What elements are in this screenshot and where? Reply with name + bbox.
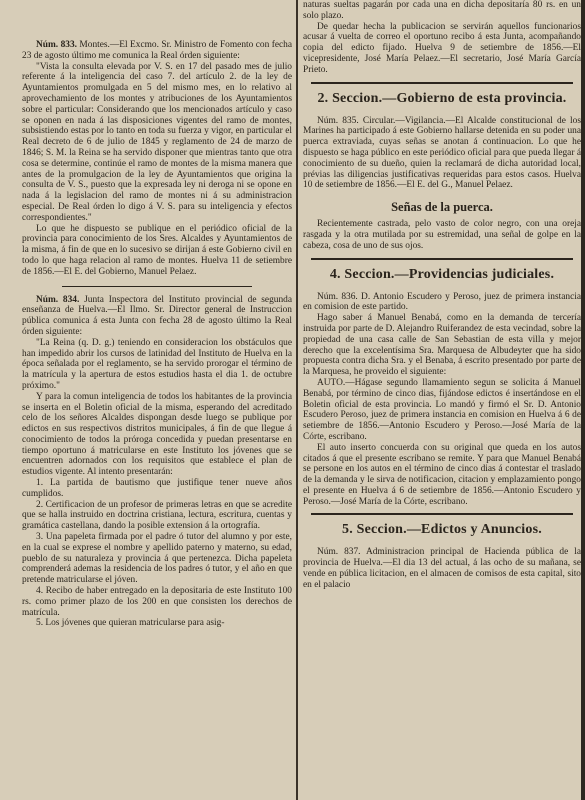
column-divider: [296, 0, 298, 800]
right-column: [303, 0, 581, 800]
pig-description: Recientemente castrada, pelo vasto de color negro, con una oreja rasgada y la otra mutilada por su estremidad, una señal de golpe en la cabeza, cosa de uno de sus ojos.: [303, 219, 581, 251]
item-836-p2: Hago saber á Manuel Benabá, como en la demanda de tercería instruida por parte de D. Alejandro Ruiferandez de esta vecindad, sobre la propiedad de una casa calle de San Sebastian de esta villa y mejor derecho que la excelentísima Sra. Marquesa de Albudeyter que ha sido propuesta contra dicha Sra. y el Benaba, á escrito presentado por parte de la Marquesa, he proveido el siguiente:: [303, 313, 581, 378]
item-834-req1: 1. La partida de bautismo que justifique tener nueve años cumplidos.: [22, 478, 292, 499]
item-834-p1: Núm. 834. Junta Inspectora del Instituto provincial de segunda enseñanza de Huelva.—El Ilmo. Sr. Director general de Instruccion pública comunica á esta Junta con fecha 28 de agosto último la Real órden siguiente:: [22, 294, 292, 337]
junta-note: De quedar hecha la publicacion se servirán aquellos funcionarios acusar á vuelta de correo el oportuno recibo á esta Junta, acompañando copia del edicto fijado. Huelva 9 de setiembre de 1856.—El vicepresidente, José María Pelaez.—El secretario, José María García Prieto.: [303, 21, 581, 75]
item-834-req4: 4. Recibo de haber entregado en la depositaria de este Instituto 100 rs. como primer plazo de los 200 en que consisten los derechos de matrícula.: [22, 586, 292, 618]
page-edge-shadow: [581, 0, 585, 800]
item-833-p2: "Vista la consulta elevada por V. S. en 17 del pasado mes de julio referente á la inteligencia del caso 7. del artículo 2. de la ley de Ayuntamientos promulgada en 5 del mismo mes, en lo relativo al aprovechamiento de los montes y atribuciones de los Ayuntamientos sobre el particular: Considerando que los mencionados artículo y caso se oponen en nada á las disposiciones vigentes del ramo de montes, subsistiendo estas por lo tanto en toda su fuerza y vigor, en particular el Real decreto de 6 de julio de 1845 y reglamento de 24 de marzo de 1846; S. M. la Reina se ha servido disponer que mientras tanto que otra cosa se determine, continúe el ramo de montes de la misma manera que antes de la promulgacion de la ley de Ayuntamientos que origina la consulta de V. S., puesto que la expresada ley ni deroga ni se opone en nada á la legislacion del ramo de montes ni á su administracion especial. De Real órden lo digo á V. S. para su inteligencia y efectos correspondientes.": [22, 61, 292, 223]
item-833-p3: Lo que he dispuesto se publique en el periódico oficial de la provincia para conocimiento de los Sres. Alcaldes y Ayuntamientos de la misma, á fin de que en lo sucesivo se dirijan á este Gobierno civil en todo lo que haga relacion al ramo de montes. Huelva 11 de setiembre de 1856.—El E. del Gobierno, Manuel Pelaez.: [22, 223, 292, 277]
item-836-p3: AUTO.—Hágase segundo llamamiento segun se solicita á Manuel Benabá, por término de cinco dias, fijándose edictos é insertándose en el Boletin oficial de esta provincia. Lo mandó y firmó el Sr. D. Antonio Escudero Peroso, juez de primera instancia en comision en Huelva á 6 de setiembre de 1856.—Antonio Escudero y Peroso.—José María de la Córte, escribano.: [303, 377, 581, 442]
item-833: [22, 40, 292, 278]
item-833-p1: Núm. 833. Montes.—El Excmo. Sr. Ministro de Fomento con fecha 23 de agosto último me comunica la Real órden siguiente:: [22, 40, 292, 61]
separator-rule: [62, 286, 252, 287]
subhead-senas: Señas de la puerca.: [391, 200, 493, 215]
item-836-p4: El auto inserto concuerda con su original que queda en los autos citados á que el presente escribano se remite. Y para que Manuel Benabá se persone en los autos en el término de cinco dias á contestar el traslado de la demanda y le sirva de notificacion, citacion y emplazamiento pongo el presente en Huelva á 6 de setiembre de 1856.—Antonio Escudero y Peroso.—José María de la Córte, escribano.: [303, 442, 581, 507]
section-2-title: 2. Seccion.—Gobierno de esta provincia.: [317, 90, 567, 106]
item-835: Núm. 835. Circular.—Vigilancia.—El Alcalde constitucional de los Marines ha participado á este Gobierno hallarse detenida en su poder una puerca extraviada, cuyas señas se anotan á continuacion. Lo que he dispuesto se haga público en este periódico oficial para que pueda llegar á conocimiento de su dueño, quien la reclamará de dicha autoridad local, prévias las diligencias justificativas requeridas para estos casos. Huelva 10 de setiembre de 1856.—El E. del G., Manuel Pelaez.: [303, 115, 581, 191]
section-rule: [311, 513, 573, 515]
item-834-req2: 2. Certificacion de un profesor de primeras letras en que se acredite que se halla instruido en doctrina cristiana, lectura, escritura, cuentas y gramática castellana, dando la posible extension á la ortografía.: [22, 499, 292, 532]
item-836-p1: Núm. 836. D. Antonio Escudero y Peroso, juez de primera instancia en comision de este partido.: [303, 291, 581, 313]
left-column: [22, 0, 292, 800]
item-834: [22, 295, 292, 630]
item-837: Núm. 837. Administracion principal de Hacienda pública de la provincia de Huelva.—El dia 13 del actual, á las ocho de su mañana, se vende en pública licitacion, en el almacen de comisos de esta capital, sito en el palacio: [303, 547, 581, 590]
item-834-p3: Y para la comun inteligencia de todos los habitantes de la provincia se inserta en el Boletin oficial de la misma, esperando del acreditado celo de los señores Alcaldes dispongan desde luego se publique por edictos en sus respectivos distritos municipales, á fin de que llegue á conocimiento de todos la próroga concedida y puedan presentarse en tiempo oportuno á matricularse en este Instituto los jóvenes que se encuentren adornados con los requisitos que establece el plan de estudios vigente. Al intento presentarán:: [22, 391, 292, 478]
section-rule: [311, 258, 573, 260]
item-834-req5: 5. Los jóvenes que quieran matricularse para asig-: [36, 618, 225, 629]
section-4-title: 4. Seccion.—Providencias judiciales.: [329, 266, 555, 282]
item-834-req3: 3. Una papeleta firmada por el padre ó tutor del alumno y por este, en la cual se exprese el nombre y apellido paterno y materno, su edad, pueblo de su naturaleza y provincia á que pertenezca. Dicha papeleta comprenderá ademas la residencia de los padres ó tutor, y el año en que pretende matricularse el jóven.: [22, 532, 292, 586]
section-rule: [311, 82, 573, 84]
item-833-number: Núm. 833.: [36, 40, 77, 50]
item-834-p2: "La Reina (q. D. g.) teniendo en consideracion los obstáculos que han impedido abrir los cursos de latinidad del Instituto de Huelva en la época señalada por el reglamento, se ha servido prorogar el término de la matrícula y la apertura de estos estudios hasta el dia 1. de octubre próximo.": [22, 337, 292, 391]
continuation-text: naturas sueltas pagarán por cada una en dicha depositaría 80 rs. en un solo plazo.: [303, 0, 581, 21]
item-834-number: Núm. 834.: [36, 294, 80, 305]
section-5-title: 5. Seccion.—Edictos y Anuncios.: [342, 522, 542, 538]
